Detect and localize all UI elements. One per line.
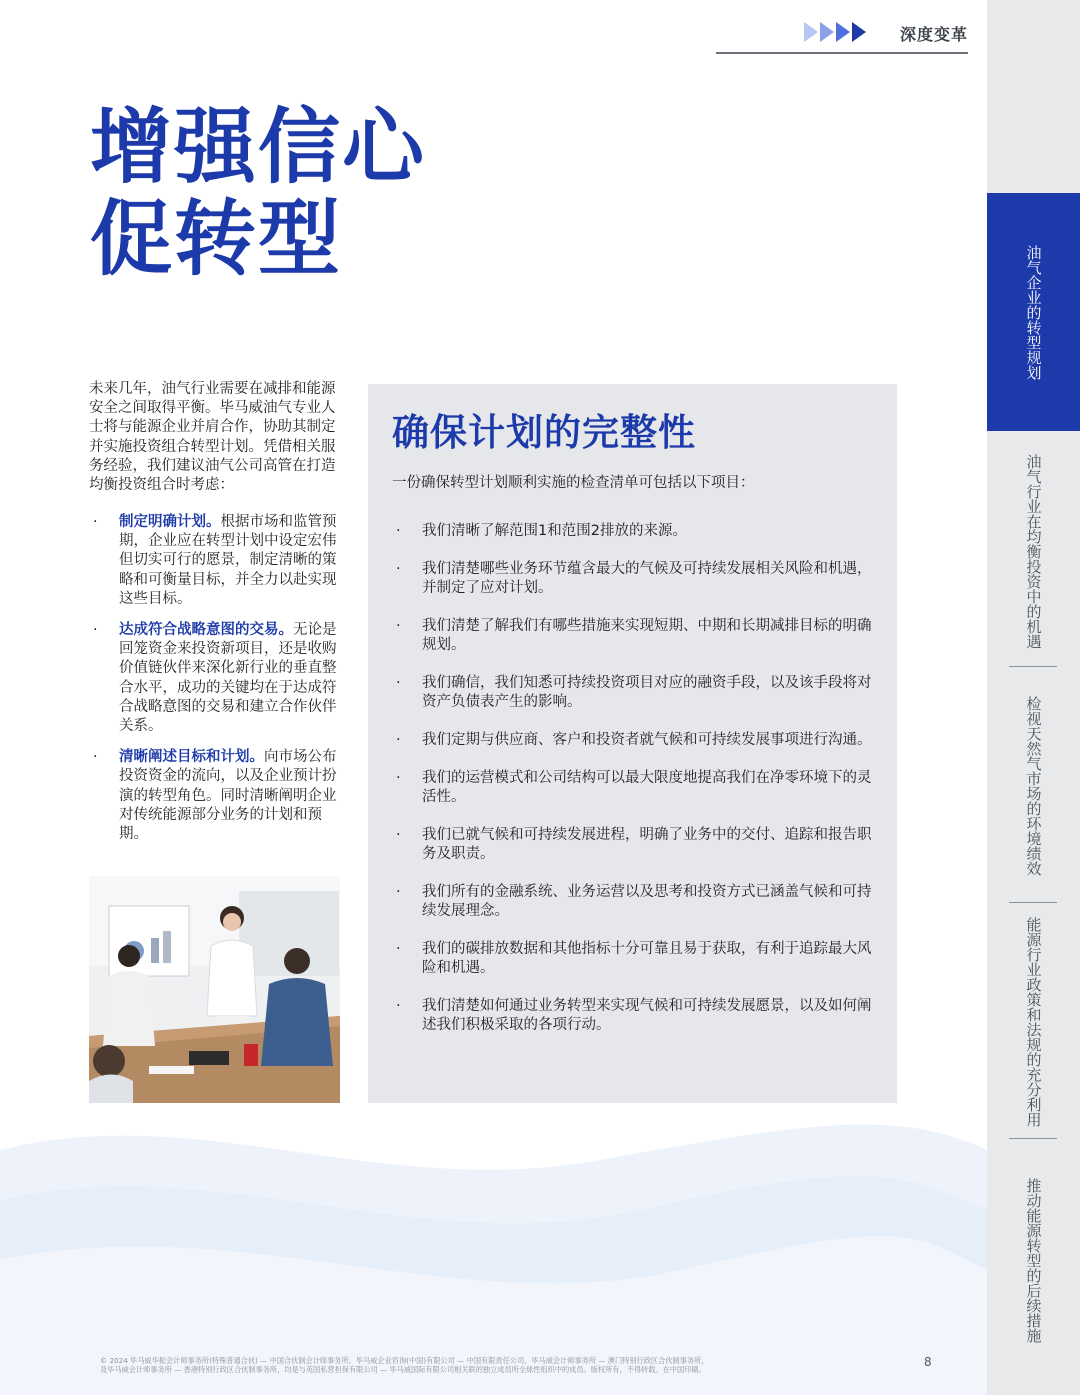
checklist-item-text: 我们清楚哪些业务环节蕴含最大的气候及可持续发展相关风险和机遇，并制定了应对计划。 [422, 561, 872, 596]
sidebar-item-label: 检视天然气市场的环境绩效 [1024, 696, 1043, 876]
checklist-item [392, 674, 878, 712]
checklist-item [392, 940, 878, 978]
checklist-item [392, 769, 878, 807]
bullet-icon: · [396, 827, 401, 843]
arrow-icon [804, 22, 818, 42]
sidebar-divider [1009, 666, 1057, 667]
bullet-icon: · [396, 998, 401, 1014]
checklist-item-text: 我们的运营模式和公司结构可以最大限度地提高我们在净零环境下的灵活性。 [422, 770, 872, 805]
bullet-icon: · [93, 514, 98, 530]
checklist-item [392, 826, 878, 864]
bullet-icon: · [396, 770, 401, 786]
bullet-icon: · [396, 523, 401, 539]
page-number: 8 [924, 1355, 932, 1369]
arrow-icon [820, 22, 834, 42]
arrow-icon [852, 22, 866, 42]
bullet-icon: · [396, 941, 401, 957]
checklist-item-text: 我们清晰了解范围1和范围2排放的来源。 [422, 523, 687, 539]
recommendation-item [89, 621, 341, 736]
bullet-icon: · [396, 675, 401, 691]
recommendation-list [89, 513, 341, 856]
page-title-line-2: 促转型 [90, 192, 343, 287]
recommendation-text: 无论是回笼资金来投资新项目，还是收购价值链伙伴来深化新行业的垂直整合水平，成功的关键均在于达成符合战略意图的交易和建立合作伙伴关系。 [119, 622, 337, 735]
sidebar-divider [1009, 902, 1057, 903]
bullet-icon: · [396, 884, 401, 900]
checklist-item [392, 731, 878, 750]
sidebar-item-transformation-planning[interactable] [987, 193, 1080, 431]
checklist-item [392, 997, 878, 1035]
checklist-lead: 一份确保转型计划顺利实施的检查清单可包括以下项目： [392, 475, 755, 491]
checklist-heading: 确保计划的完整性 [392, 411, 696, 454]
checklist [392, 522, 878, 1054]
recommendation-lead: 达成符合战略意图的交易。 [119, 622, 293, 639]
sidebar-item-label: 油气行业在均衡投资中的机遇 [1024, 453, 1043, 649]
checklist-item-text: 我们确信，我们知悉可持续投资项目对应的融资手段，以及该手段将对资产负债表产生的影响。 [422, 675, 872, 710]
checklist-item [392, 522, 878, 541]
bullet-icon: · [396, 561, 401, 577]
sidebar-item-label: 油气企业的转型规划 [1024, 244, 1043, 380]
legal-footer [100, 1356, 900, 1374]
bullet-icon: · [396, 618, 401, 634]
checklist-item-text: 我们清楚如何通过业务转型来实现气候和可持续发展愿景，以及如何阐述我们积极采取的各项行动。 [422, 998, 872, 1033]
intro-paragraph: 未来几年，油气行业需要在减排和能源安全之间取得平衡。毕马威油气专业人士将与能源企业并肩合作，协助其制定并实施投资组合转型计划。凭借相关服务经验，我们建议油气公司高管在打造均衡投资组合时考虑： [89, 381, 336, 494]
chapter-sidebar [987, 0, 1080, 1395]
section-title: 深度变革 [899, 25, 968, 44]
legal-line-1: © 2024 毕马威华振会计师事务所(特殊普通合伙) — 中国合伙制会计师事务所，毕马威企业咨询(中国)有限公司 — 中国有限责任公司，毕马威会计师事务所 — 澳门特别行政区合伙制事务所， [100, 1356, 709, 1365]
background-waves [0, 1090, 987, 1395]
recommendation-item [89, 748, 341, 844]
recommendation-text: 根据市场和监管预期，企业应在转型计划中设定宏伟但切实可行的愿景，制定清晰的策略和可衡量目标，并全力以赴实现这些目标。 [119, 514, 337, 607]
checklist-item-text: 我们定期与供应商、客户和投资者就气候和可持续发展事项进行沟通。 [422, 732, 872, 748]
sidebar-item-policy-regulation[interactable] [987, 912, 1080, 1132]
sidebar-divider [1009, 1138, 1057, 1139]
sidebar-item-next-steps[interactable] [987, 1148, 1080, 1373]
section-header [716, 18, 968, 54]
sidebar-item-label: 推动能源转型的后续措施 [1024, 1178, 1043, 1343]
arrow-marks [804, 22, 868, 42]
recommendation-lead: 制定明确计划。 [119, 514, 221, 530]
bullet-icon: · [93, 749, 98, 766]
page-title [90, 102, 450, 286]
sidebar-item-gas-performance[interactable] [987, 676, 1080, 896]
sidebar-item-label: 能源行业政策和法规的充分利用 [1024, 917, 1043, 1127]
checklist-item [392, 883, 878, 921]
recommendation-text: 向市场公布投资资金的流向，以及企业预计扮演的转型角色。同时清晰阐明企业对传统能源部分业务的计划和预期。 [119, 749, 337, 843]
checklist-panel [368, 384, 897, 1103]
checklist-item-text: 我们的碳排放数据和其他指标十分可靠且易于获取，有利于追踪最大风险和机遇。 [422, 941, 872, 976]
arrow-icon [836, 22, 850, 42]
meeting-photo [89, 876, 340, 1103]
legal-line-2: 及毕马威会计师事务所 — 香港特别行政区合伙制事务所，均是与英国私营担保有限公司 — 毕马威国际有限公司相关联的独立成员所全球性组织中的成员。版权所有，不得转载。在中国印刷。 [100, 1365, 706, 1374]
sidebar-item-balanced-investment[interactable] [987, 440, 1080, 662]
checklist-item-text: 我们已就气候和可持续发展进程，明确了业务中的交付、追踪和报告职务及职责。 [422, 827, 872, 862]
checklist-item [392, 560, 878, 598]
bullet-icon: · [93, 622, 98, 639]
recommendation-lead: 清晰阐述目标和计划。 [119, 749, 264, 766]
bullet-icon: · [396, 732, 401, 748]
recommendation-item [89, 513, 341, 609]
checklist-item [392, 617, 878, 655]
checklist-item-text: 我们清楚了解我们有哪些措施来实现短期、中期和长期减排目标的明确规划。 [422, 618, 872, 653]
page-title-line-1: 增强信心 [90, 100, 427, 195]
checklist-item-text: 我们所有的金融系统、业务运营以及思考和投资方式已涵盖气候和可持续发展理念。 [422, 884, 872, 919]
